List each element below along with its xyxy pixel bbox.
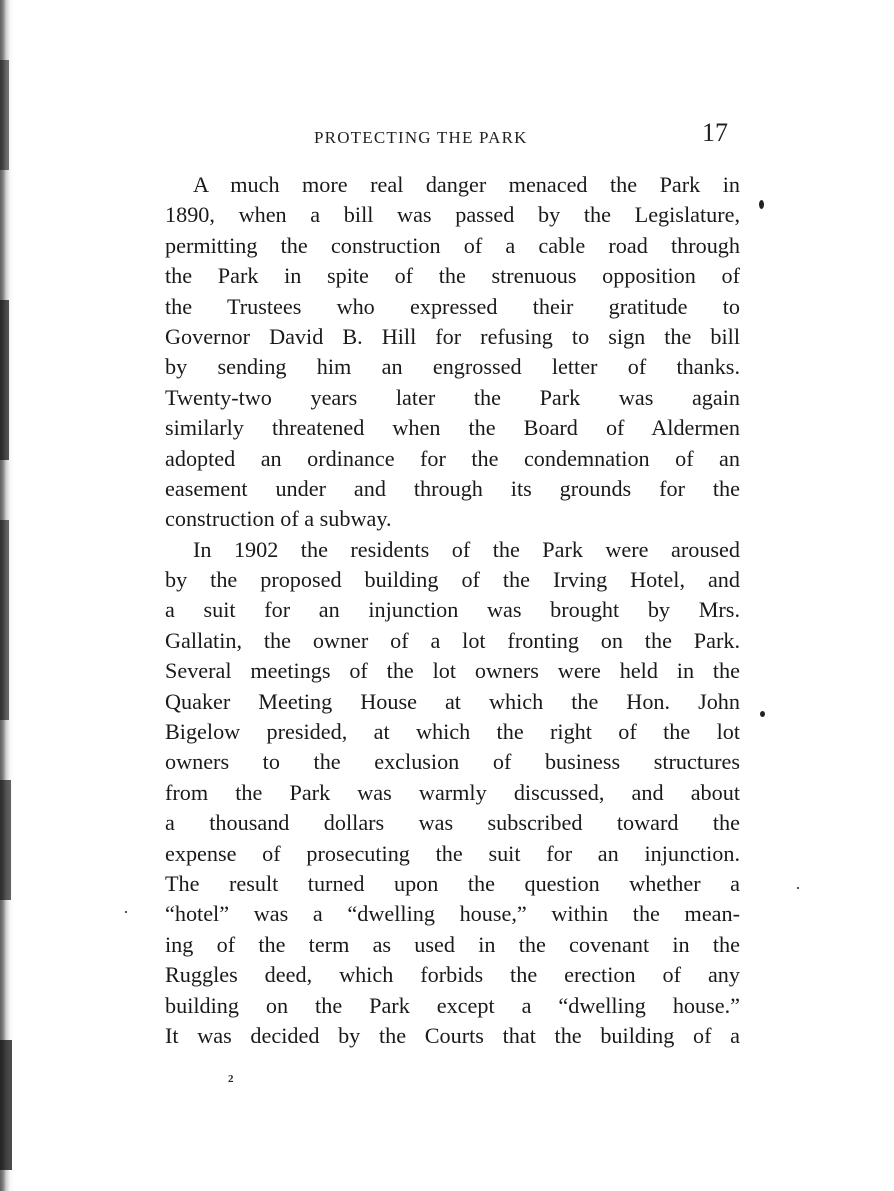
text-line: similarly threatened when the Board of Aldermen (165, 415, 740, 441)
text-line: Governor David B. Hill for refusing to sign the bill (165, 323, 740, 349)
text-line: Twenty-two years later the Park was again (165, 384, 740, 410)
body-text (165, 170, 740, 1051)
text-line: Ruggles deed, which forbids the erection of any (165, 962, 740, 988)
binding-shadow (0, 60, 9, 170)
text-line: a thousand dollars was subscribed toward the (165, 810, 740, 836)
signature-mark: 2 (228, 1073, 234, 1085)
text-line: by sending him an engrossed letter of thanks. (165, 354, 740, 380)
text-line: The result turned upon the question whether a (165, 870, 740, 896)
text-line: from the Park was warmly discussed, and about (165, 779, 740, 805)
running-head: PROTECTING THE PARK (314, 128, 528, 147)
text-line: by the proposed building of the Irving Hotel, and (165, 567, 740, 593)
text-line: a suit for an injunction was brought by Mrs. (165, 597, 740, 623)
text-line: adopted an ordinance for the condemnation of an (165, 445, 740, 471)
binding-shadow (0, 780, 11, 900)
ink-speck (759, 200, 764, 209)
text-line: Several meetings of the lot owners were held in the (165, 658, 740, 684)
text-line: the Trustees who expressed their gratitude to (165, 293, 740, 319)
text-line: It was decided by the Courts that the building of a (165, 1022, 740, 1048)
text-line: Bigelow presided, at which the right of the lot (165, 719, 740, 745)
ink-speck (797, 887, 799, 889)
text-line: 1890, when a bill was passed by the Legislature, (165, 202, 740, 228)
text-line: Quaker Meeting House at which the Hon. John (165, 688, 740, 714)
binding-shadow (0, 300, 9, 460)
text-line: building on the Park except a “dwelling house.” (165, 992, 740, 1018)
text-line: ing of the term as used in the covenant in the (165, 931, 740, 957)
ink-speck (125, 911, 127, 913)
text-line: In 1902 the residents of the Park were aroused (193, 536, 740, 562)
text-line: Gallatin, the owner of a lot fronting on the Park. (165, 627, 740, 653)
text-line: owners to the exclusion of business structures (165, 749, 740, 775)
text-line: A much more real danger menaced the Park in (193, 172, 740, 197)
text-line: the Park in spite of the strenuous opposition of (165, 263, 740, 289)
text-line: easement under and through its grounds for the (165, 475, 740, 501)
text-line: construction of a subway. (165, 506, 392, 532)
text-line: permitting the construction of a cable road through (165, 232, 740, 258)
text-line: “hotel” was a “dwelling house,” within the mean- (165, 901, 740, 927)
text-line: expense of prosecuting the suit for an injunction. (165, 840, 740, 866)
ink-speck (760, 711, 765, 717)
binding-shadow (0, 520, 9, 720)
binding-shadow (0, 1040, 12, 1170)
page-number: 17 (702, 118, 728, 147)
